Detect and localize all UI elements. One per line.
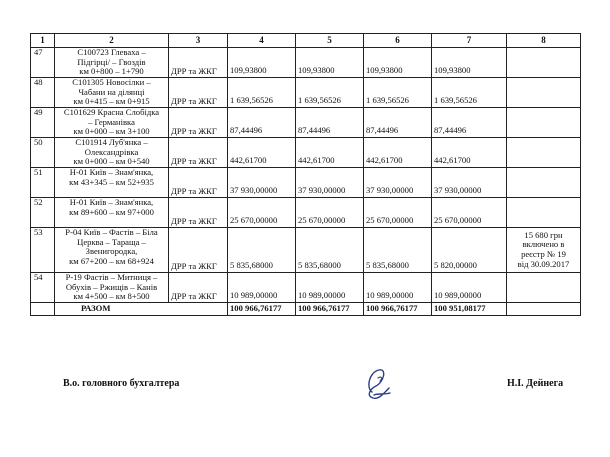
table-body <box>31 48 581 316</box>
amount-cell-v5: 25 670,00000 <box>296 198 364 228</box>
organization-cell: ДРР та ЖКГ <box>169 108 228 138</box>
road-name-cell <box>55 108 169 138</box>
road-name-line: Звенигородка, <box>85 246 138 257</box>
organization-cell: ДРР та ЖКГ <box>169 168 228 198</box>
amount-cell-v6: 37 930,00000 <box>364 168 432 198</box>
road-name-line: Р-04 Київ – Фастів – Біла <box>65 227 158 237</box>
organization-cell: ДРР та ЖКГ <box>169 78 228 108</box>
amount-cell-v7: 25 670,00000 <box>432 198 507 228</box>
table-header-row <box>31 34 581 48</box>
note-line: реєстр № 19 <box>521 249 566 259</box>
road-name-line: км 0+000 – км 0+540 <box>73 156 150 167</box>
amount-cell-v4: 442,61700 <box>228 138 296 168</box>
table-row <box>31 48 581 78</box>
road-name-line: Н-01 Київ – Знам'янка, <box>69 167 154 177</box>
road-name-line: км 43+345 – км 52+935 <box>69 176 154 187</box>
road-name-line: C101914 Луб'янка – <box>75 137 148 147</box>
amount-cell-v7: 87,44496 <box>432 108 507 138</box>
amount-cell-v6: 1 639,56526 <box>364 78 432 108</box>
row-number: 48 <box>31 78 55 108</box>
column-header: 1 <box>31 34 55 48</box>
road-name-cell <box>55 48 169 78</box>
amount-cell-v7: 109,93800 <box>432 48 507 78</box>
total-row <box>31 303 581 316</box>
organization-cell: ДРР та ЖКГ <box>169 198 228 228</box>
road-name-line: км 0+800 – 1+790 <box>79 66 144 77</box>
row-number: 50 <box>31 138 55 168</box>
total-amount-v7: 100 951,08177 <box>432 303 507 316</box>
amount-cell-v4: 1 639,56526 <box>228 78 296 108</box>
road-name-line: Церква – Тараща – <box>77 236 146 247</box>
amount-cell-v4: 5 835,68000 <box>228 228 296 273</box>
total-amount-v4: 100 966,76177 <box>228 303 296 316</box>
amount-cell-v7: 10 989,00000 <box>432 273 507 303</box>
amount-cell-v5: 37 930,00000 <box>296 168 364 198</box>
row-number: 51 <box>31 168 55 198</box>
amount-cell-v4: 87,44496 <box>228 108 296 138</box>
note-cell <box>507 108 581 138</box>
organization-cell: ДРР та ЖКГ <box>169 48 228 78</box>
road-name-line: км 4+500 – км 8+500 <box>73 291 150 302</box>
row-number: 52 <box>31 198 55 228</box>
row-number: 49 <box>31 108 55 138</box>
table-row <box>31 108 581 138</box>
amount-cell-v4: 109,93800 <box>228 48 296 78</box>
table-row <box>31 273 581 303</box>
column-header: 8 <box>507 34 581 48</box>
amount-cell-v6: 442,61700 <box>364 138 432 168</box>
amount-cell-v5: 109,93800 <box>296 48 364 78</box>
handwritten-signature-icon <box>360 362 394 404</box>
amount-cell-v6: 87,44496 <box>364 108 432 138</box>
road-name-line: Чабани на ділянці <box>78 86 145 97</box>
total-label: РАЗОМ <box>55 303 228 316</box>
amount-cell-v7: 37 930,00000 <box>432 168 507 198</box>
note-line: 15 680 грн <box>524 229 563 240</box>
column-header: 5 <box>296 34 364 48</box>
road-name-cell <box>55 78 169 108</box>
road-name-line: Н-01 Київ – Знам'янка, <box>69 197 154 207</box>
road-name-line: Обухів – Ржищів – Канів <box>65 281 158 292</box>
road-name-line: C101629 Красна Слобідка <box>63 107 160 117</box>
report-table <box>30 33 581 316</box>
road-name-line: км 0+000 – км 3+100 <box>73 126 150 137</box>
column-header: 6 <box>364 34 432 48</box>
amount-cell-v5: 442,61700 <box>296 138 364 168</box>
note-cell <box>507 78 581 108</box>
road-name-line: Р-19 Фастів – Митниця – <box>65 272 158 282</box>
road-name-cell <box>55 168 169 198</box>
signatory-name: Н.І. Дейнега <box>507 378 564 389</box>
table-row <box>31 198 581 228</box>
note-line: включено в <box>522 239 565 250</box>
amount-cell-v7: 5 820,00000 <box>432 228 507 273</box>
column-header: 7 <box>432 34 507 48</box>
amount-cell-v7: 1 639,56526 <box>432 78 507 108</box>
note-cell <box>507 198 581 228</box>
total-amount-v6: 100 966,76177 <box>364 303 432 316</box>
organization-cell: ДРР та ЖКГ <box>169 273 228 303</box>
amount-cell-v6: 25 670,00000 <box>364 198 432 228</box>
road-name-line: км 67+200 – км 68+924 <box>69 255 154 266</box>
column-header: 3 <box>169 34 228 48</box>
note-cell <box>507 273 581 303</box>
table-row <box>31 168 581 198</box>
total-empty-cell <box>31 303 55 316</box>
road-name-line: C100723 Глеваха – <box>77 47 146 57</box>
road-name-line: C101305 Новосілки – <box>72 77 151 87</box>
amount-cell-v6: 10 989,00000 <box>364 273 432 303</box>
amount-cell-v4: 10 989,00000 <box>228 273 296 303</box>
organization-cell: ДРР та ЖКГ <box>169 228 228 273</box>
note-cell <box>507 228 581 273</box>
note-cell <box>507 168 581 198</box>
row-number: 47 <box>31 48 55 78</box>
table-row <box>31 78 581 108</box>
road-name-cell <box>55 138 169 168</box>
table-row <box>31 138 581 168</box>
road-name-line: Підгірці/ – Гвоздів <box>77 56 146 67</box>
column-header: 2 <box>55 34 169 48</box>
road-name-cell <box>55 228 169 273</box>
note-cell <box>507 138 581 168</box>
note-line: від 30.09.2017 <box>517 258 570 269</box>
organization-cell: ДРР та ЖКГ <box>169 138 228 168</box>
column-header: 4 <box>228 34 296 48</box>
road-name-line: км 0+415 – км 0+915 <box>73 96 150 107</box>
amount-cell-v7: 442,61700 <box>432 138 507 168</box>
amount-cell-v6: 5 835,68000 <box>364 228 432 273</box>
road-name-cell <box>55 273 169 303</box>
road-name-line: Олександрівка <box>84 146 139 157</box>
amount-cell-v5: 5 835,68000 <box>296 228 364 273</box>
table-row <box>31 228 581 273</box>
amount-cell-v5: 1 639,56526 <box>296 78 364 108</box>
road-name-line: – Германівка <box>88 116 135 127</box>
amount-cell-v5: 87,44496 <box>296 108 364 138</box>
total-note-cell <box>507 303 581 316</box>
signatory-position: В.о. головного бухгалтера <box>63 378 180 389</box>
amount-cell-v4: 25 670,00000 <box>228 198 296 228</box>
amount-cell-v4: 37 930,00000 <box>228 168 296 198</box>
note-cell <box>507 48 581 78</box>
row-number: 54 <box>31 273 55 303</box>
amount-cell-v5: 10 989,00000 <box>296 273 364 303</box>
road-name-line: км 89+600 – км 97+000 <box>69 206 154 217</box>
amount-cell-v6: 109,93800 <box>364 48 432 78</box>
total-amount-v5: 100 966,76177 <box>296 303 364 316</box>
road-name-cell <box>55 198 169 228</box>
row-number: 53 <box>31 228 55 273</box>
